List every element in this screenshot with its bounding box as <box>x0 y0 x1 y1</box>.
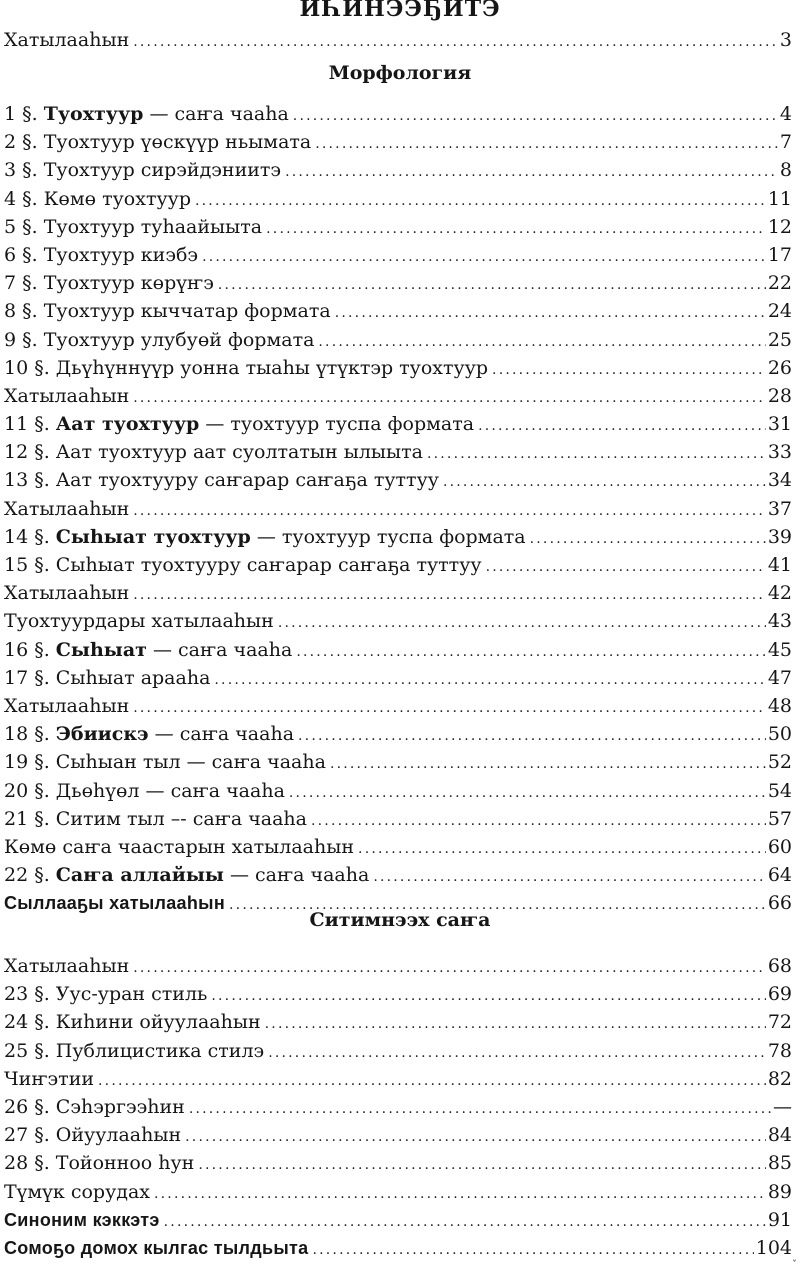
dot-leader <box>198 1151 765 1179</box>
entry-title: — туохтуур туспа формата <box>250 525 526 548</box>
toc-entry-label <box>4 185 191 213</box>
dot-leader <box>293 102 778 130</box>
section-number: 10 §. <box>4 356 56 379</box>
toc-page-number: 28 <box>767 384 792 407</box>
dot-leader <box>185 1123 766 1151</box>
dot-leader <box>195 187 766 215</box>
entry-title: Чиҥэтии <box>4 1067 95 1090</box>
dot-leader <box>133 581 766 609</box>
entry-title: Туохтуур сирэйдэниитэ <box>43 159 282 182</box>
dot-leader <box>335 299 766 327</box>
toc-page-number: 39 <box>767 525 792 548</box>
toc-entry[interactable] <box>4 297 792 325</box>
toc-entry[interactable] <box>4 952 792 980</box>
toc-entry-label <box>4 748 326 776</box>
toc-entry[interactable] <box>4 523 792 551</box>
dot-leader <box>296 638 766 666</box>
toc-entry-label <box>4 720 294 748</box>
entry-title: Публицистика стилэ <box>55 1039 265 1062</box>
toc-entry[interactable] <box>4 213 792 241</box>
toc-page-number: 4 <box>779 103 792 125</box>
entry-title: Көмө саҥа чаастарын хатылааһын <box>4 835 355 858</box>
dot-leader <box>358 835 766 863</box>
entry-title: — саҥа чааһа <box>223 864 370 887</box>
toc-page-number: 3 <box>779 29 792 51</box>
toc-entry-label <box>4 495 129 523</box>
section-number: 16 §. <box>4 638 56 661</box>
entry-title: — саҥа чааһа <box>148 723 295 746</box>
toc-entry-label <box>4 213 262 241</box>
toc-entry[interactable] <box>4 156 792 184</box>
entry-title: Хатылааһын <box>4 582 130 605</box>
entry-title: Сыһыан тыл — саҥа чааһа <box>55 751 326 774</box>
toc-page-number: 47 <box>767 666 792 689</box>
entry-title: Туохтуур киэбэ <box>43 243 199 266</box>
section-number: 27 §. <box>4 1124 56 1147</box>
toc-entry[interactable] <box>4 241 792 269</box>
dot-leader <box>133 954 766 982</box>
toc-page-number: 50 <box>767 723 792 746</box>
entry-title: Сыһыат туохтууру саҥарар саҥаҕа туттуу <box>55 554 482 576</box>
toc-entry-label <box>4 980 207 1008</box>
section-number: 21 §. <box>4 807 56 830</box>
dot-leader <box>214 666 765 694</box>
section-number: 2 §. <box>4 131 44 154</box>
dot-leader <box>478 412 766 440</box>
toc-entry-label <box>4 410 474 438</box>
dot-leader <box>318 328 765 356</box>
entry-bold-term: Саҥа аллайыы <box>55 864 224 887</box>
entry-title: Көмө туохтуур <box>43 187 191 210</box>
toc-entry[interactable] <box>4 1093 792 1121</box>
dot-leader <box>285 158 778 186</box>
dot-leader <box>373 863 766 891</box>
section-number: 9 §. <box>4 328 44 351</box>
entry-title: Туохтуур улубуөй формата <box>43 328 315 351</box>
toc-page-number: 57 <box>767 807 792 830</box>
toc-entry[interactable] <box>4 692 792 720</box>
entry-title: Хатылааһын <box>4 694 130 717</box>
toc-page-number: 12 <box>767 215 792 238</box>
toc-page-number: 91 <box>767 1208 792 1231</box>
section-title-connected-speech: Ситимнээх саҥа <box>309 909 491 931</box>
section-number: 20 §. <box>4 779 56 802</box>
toc-entry[interactable] <box>4 636 792 664</box>
entry-title: Хатылааһын <box>4 955 130 977</box>
entry-title: Ситим тыл –- саҥа чааһа <box>55 807 307 830</box>
toc-page-number: 85 <box>767 1152 792 1175</box>
toc-entry[interactable] <box>4 664 792 692</box>
toc-entry[interactable] <box>4 1206 792 1234</box>
dot-leader <box>268 1039 766 1067</box>
toc-entry-label: Хатылааһын <box>4 29 130 51</box>
section-number: 28 §. <box>4 1152 56 1175</box>
toc-page-number: 26 <box>767 356 792 379</box>
dot-leader <box>133 694 766 722</box>
toc-page-number: 84 <box>767 1124 792 1147</box>
dot-leader <box>492 356 766 384</box>
toc-page-number: 7 <box>779 131 792 154</box>
section-number: 24 §. <box>4 1011 56 1034</box>
section-number: 7 §. <box>4 272 44 295</box>
dot-leader <box>443 468 766 496</box>
entry-bold-term: Сыһыат туохтуур <box>55 525 251 548</box>
toc-entry[interactable] <box>4 354 792 382</box>
toc-entry-label <box>4 692 129 720</box>
entry-bold-term: Сомоҕо домох кылгас тылдьыта <box>4 1237 309 1258</box>
toc-entry-label <box>4 1121 181 1149</box>
section-title-morphology: Морфология <box>328 62 472 84</box>
dot-leader <box>486 553 766 581</box>
toc-entry[interactable] <box>4 980 792 1008</box>
toc-entry[interactable] <box>4 720 792 748</box>
toc-entry[interactable] <box>4 833 792 861</box>
section-number: 13 §. <box>4 469 56 492</box>
section-number: 5 §. <box>4 215 44 238</box>
entry-bold-term: Эбиискэ <box>55 723 149 746</box>
dot-leader <box>278 609 766 637</box>
toc-page-number: 42 <box>767 582 792 605</box>
toc-page-number: 11 <box>767 187 792 210</box>
toc-page-number: 52 <box>767 751 792 774</box>
dot-leader <box>298 722 766 750</box>
toc-entry[interactable] <box>4 269 792 297</box>
toc-intro <box>4 26 792 54</box>
toc-entry[interactable] <box>4 1008 792 1036</box>
entry-title: Сыһыат арааһа <box>55 666 211 689</box>
section-number: 22 §. <box>4 864 56 887</box>
entry-title: Хатылааһын <box>4 497 130 520</box>
toc-entry-label <box>4 952 129 980</box>
dot-leader <box>311 807 766 835</box>
toc-entry-label <box>4 326 314 354</box>
toc-entry-label <box>4 1149 194 1177</box>
dot-leader <box>315 130 778 158</box>
entry-bold-term: Аат туохтуур <box>55 413 200 436</box>
section-number: 3 §. <box>4 159 44 182</box>
toc-entry-label <box>4 579 129 607</box>
entry-bold-term: Сыһыат <box>55 638 147 661</box>
toc-page-number: — <box>773 1095 792 1118</box>
toc-page-number: 78 <box>767 1039 792 1062</box>
toc-entry-label <box>4 241 198 269</box>
entry-title: Түмүк сорудах <box>4 1180 150 1203</box>
entry-title: Туохтуурдары хатылааһын <box>4 610 274 633</box>
entry-bold-term: Туохтуур <box>43 103 144 125</box>
toc-list-morphology <box>4 100 792 917</box>
toc-page-number: 22 <box>767 272 792 295</box>
toc-entry[interactable] <box>4 805 792 833</box>
toc-entry-label <box>4 1008 261 1036</box>
dot-leader <box>266 215 766 243</box>
dot-leader <box>218 271 766 299</box>
section-number: 26 §. <box>4 1095 56 1118</box>
section-number: 1 §. <box>4 103 44 125</box>
toc-entry-label <box>4 100 289 128</box>
toc-entry[interactable] <box>4 579 792 607</box>
toc-entry-label <box>4 551 482 579</box>
toc-entry[interactable] <box>4 466 792 494</box>
toc-entry-label <box>4 1037 264 1065</box>
scan-mark: ˇ <box>792 1260 797 1271</box>
toc-page-number: 54 <box>767 779 792 802</box>
toc-entry[interactable] <box>4 1065 792 1093</box>
dot-leader <box>133 384 766 412</box>
entry-title: Туохтуур үөскүүр ньымата <box>43 131 312 154</box>
toc-entry-label <box>4 1234 308 1262</box>
toc-entry-label <box>4 805 307 833</box>
toc-entry[interactable] <box>4 607 792 635</box>
section-number: 25 §. <box>4 1039 56 1062</box>
entry-title: Тойонноо һун <box>55 1152 195 1175</box>
entry-title: Дьүһүннүүр уонна тыаһы үтүктэр туохтуур <box>55 356 489 379</box>
toc-page-number: 41 <box>767 554 792 576</box>
toc-entry-label <box>4 156 281 184</box>
toc-entry[interactable] <box>4 410 792 438</box>
section-number: 8 §. <box>4 300 44 323</box>
dot-leader <box>289 779 766 807</box>
toc-page-number: 43 <box>767 610 792 633</box>
toc-list-connected-speech <box>4 952 792 1262</box>
toc-entry-label <box>4 636 292 664</box>
toc-entry[interactable] <box>4 326 792 354</box>
entry-title: Аат туохтууру саҥарар саҥаҕа туттуу <box>55 469 439 492</box>
toc-entry-label <box>4 607 274 635</box>
toc-entry-label <box>4 466 439 494</box>
toc-page-number: 34 <box>767 469 792 492</box>
toc-entry-label <box>4 297 331 325</box>
toc-entry[interactable] <box>4 128 792 156</box>
section-number: 17 §. <box>4 666 56 689</box>
toc-entry-label <box>4 1065 94 1093</box>
toc-page-number: 60 <box>767 835 792 858</box>
toc-entry-label <box>4 354 488 382</box>
toc-entry-label <box>4 664 210 692</box>
toc-entry[interactable] <box>4 100 792 128</box>
section-number: 12 §. <box>4 441 56 464</box>
toc-page-number: 8 <box>779 159 792 182</box>
toc-entry[interactable] <box>4 551 792 579</box>
toc-entry[interactable] <box>4 1234 792 1262</box>
toc-page-number: 72 <box>767 1011 792 1034</box>
section-number: 15 §. <box>4 554 56 576</box>
section-number: 18 §. <box>4 723 56 746</box>
toc-page-number: 17 <box>767 243 792 266</box>
entry-title: Аат туохтуур аат суолтатын ылыыта <box>55 441 423 464</box>
toc-entry-label <box>4 128 311 156</box>
toc-entry-label <box>4 269 214 297</box>
entry-title: — саҥа чааһа <box>146 638 293 661</box>
dot-leader <box>312 1236 753 1264</box>
toc-entry[interactable] <box>4 382 792 410</box>
dot-leader <box>427 440 766 468</box>
entry-title: — саҥа чааһа <box>143 103 289 125</box>
dot-leader <box>202 243 766 271</box>
toc-page-number: 66 <box>767 892 792 915</box>
toc-page-number: 64 <box>767 864 792 887</box>
dot-leader <box>164 1208 766 1236</box>
toc-entry[interactable] <box>4 495 792 523</box>
entry-bold-term: Синоним кэккэтэ <box>4 1209 160 1230</box>
toc-entry-label <box>4 438 423 466</box>
toc-entry[interactable] <box>4 1149 792 1177</box>
toc-page-number: 82 <box>767 1067 792 1090</box>
toc-entry[interactable] <box>4 861 792 889</box>
toc-entry[interactable] <box>4 185 792 213</box>
toc-page-number: 68 <box>767 955 792 977</box>
entry-title: Уус-уран стиль <box>55 983 208 1006</box>
toc-entry-label <box>4 833 354 861</box>
toc-entry-label <box>4 523 526 551</box>
toc-entry[interactable] <box>4 1178 792 1206</box>
toc-page-number: 33 <box>767 441 792 464</box>
toc-entry-label <box>4 1178 150 1206</box>
entry-title: Туохтуур кыччатар формата <box>43 300 331 323</box>
entry-title: Киһини ойуулааһын <box>55 1011 261 1034</box>
toc-entry-label <box>4 1093 185 1121</box>
toc-entry[interactable] <box>4 438 792 466</box>
entry-title: Сэһэргээһин <box>55 1095 185 1118</box>
toc-page-number: 25 <box>767 328 792 351</box>
toc-page-number: 31 <box>767 413 792 436</box>
dot-leader <box>98 1067 766 1095</box>
toc-entry-label <box>4 382 129 410</box>
dot-leader <box>133 28 778 56</box>
entry-title: — туохтуур туспа формата <box>199 413 475 436</box>
toc-entry-label <box>4 777 285 805</box>
section-number: 19 §. <box>4 751 56 774</box>
toc-page-number: 89 <box>767 1180 792 1203</box>
entry-title: Дьөһүөл — саҥа чааһа <box>55 779 285 802</box>
entry-bold-term: Сыллааҕы хатылааһын <box>4 893 226 914</box>
entry-title: Ойуулааһын <box>55 1124 182 1147</box>
toc-page-number: 37 <box>767 497 792 520</box>
section-number: 6 §. <box>4 243 44 266</box>
toc-entry[interactable] <box>4 1037 792 1065</box>
page-title: ИҺИНЭЭҔИТЭ <box>299 0 501 22</box>
entry-title: Туохтуур көрүҥэ <box>43 272 214 295</box>
section-number: 4 §. <box>4 187 44 210</box>
section-number: 14 §. <box>4 525 56 548</box>
section-number: 11 §. <box>4 413 56 436</box>
dot-leader <box>133 497 766 525</box>
toc-entry[interactable] <box>4 777 792 805</box>
toc-page-number: 48 <box>767 694 792 717</box>
toc-entry[interactable] <box>4 1121 792 1149</box>
toc-page-number: 24 <box>767 300 792 323</box>
toc-page-number: 45 <box>767 638 792 661</box>
dot-leader <box>330 750 766 778</box>
toc-page-number: 104 <box>755 1236 792 1259</box>
dot-leader <box>530 525 766 553</box>
entry-title: Туохтуур туһаайыыта <box>43 215 263 238</box>
toc-entry-intro[interactable] <box>4 26 792 54</box>
toc-entry-label <box>4 1206 160 1234</box>
toc-entry-label <box>4 861 369 889</box>
dot-leader <box>154 1180 766 1208</box>
section-number: 23 §. <box>4 983 56 1006</box>
dot-leader <box>265 1010 766 1038</box>
dot-leader <box>189 1095 771 1123</box>
dot-leader <box>211 982 765 1010</box>
toc-entry[interactable] <box>4 748 792 776</box>
toc-page-number: 69 <box>767 983 792 1006</box>
entry-title: Хатылааһын <box>4 384 130 407</box>
